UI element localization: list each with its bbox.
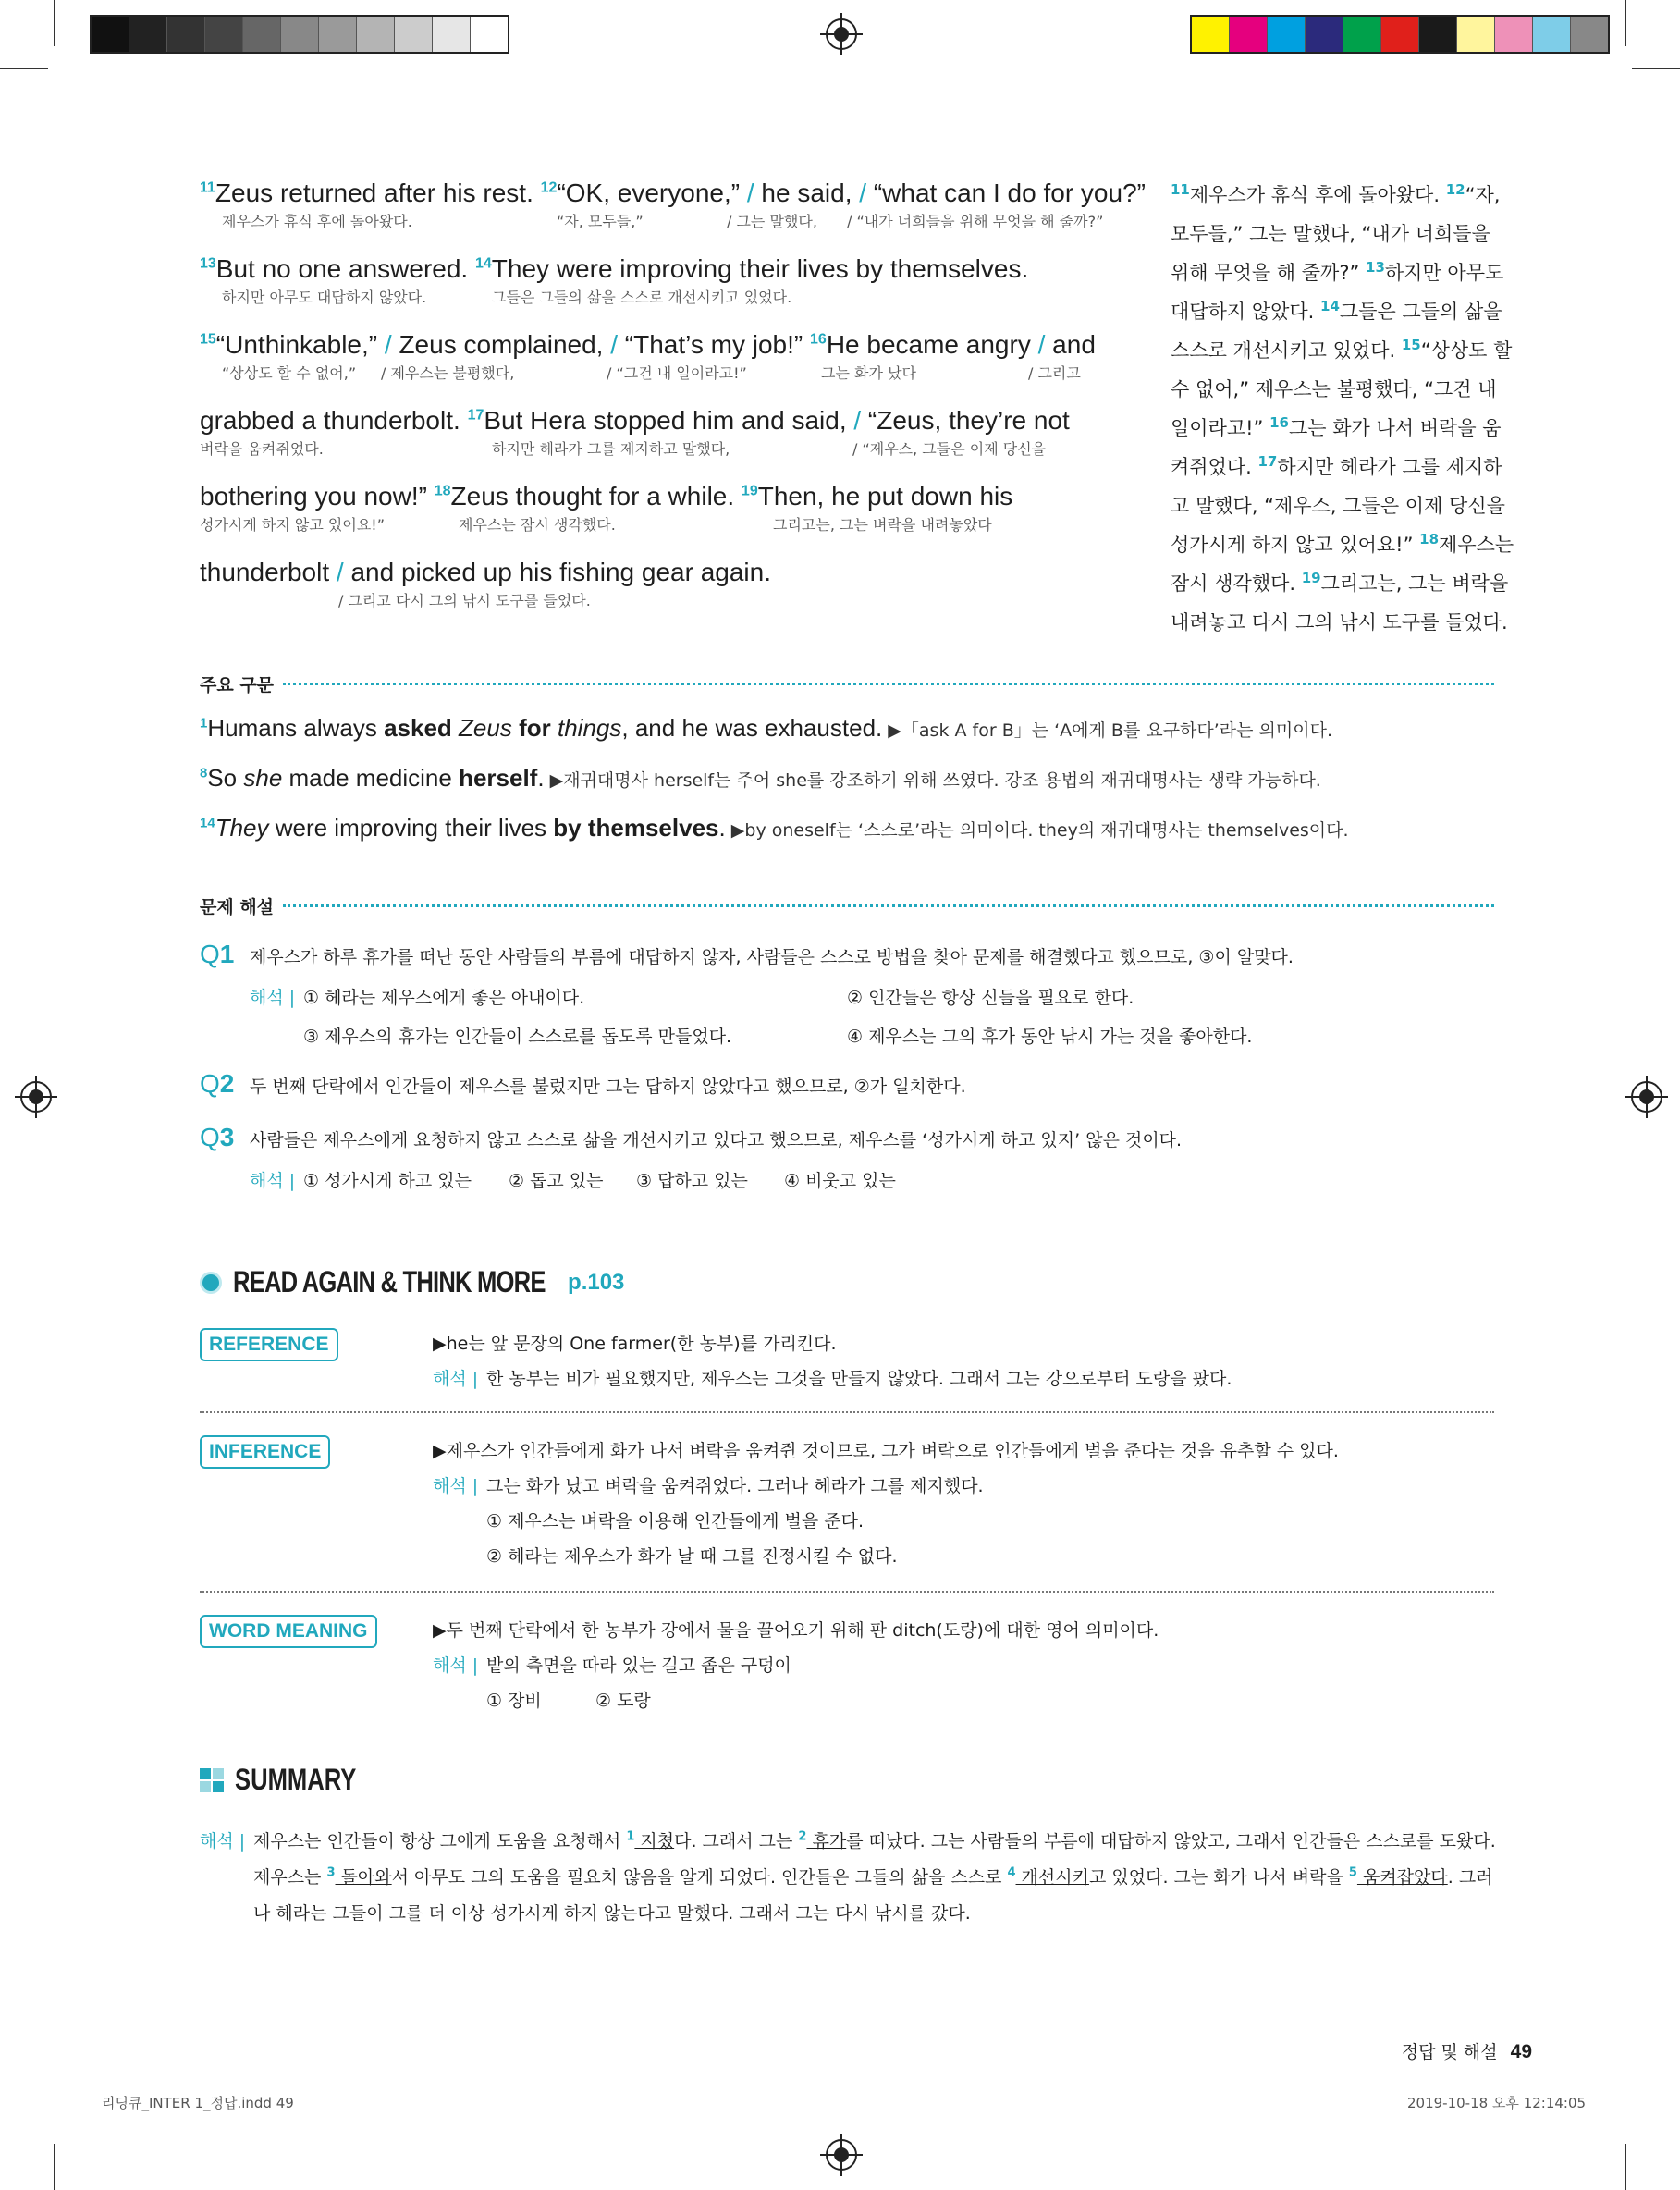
key-structures-title: 주요 구문 xyxy=(200,675,275,695)
blank-number: 1 xyxy=(626,1829,635,1844)
crop-mark xyxy=(1625,2144,1626,2190)
dotted-divider xyxy=(283,683,1494,685)
color-swatch xyxy=(243,17,281,52)
q1-label: Q1 xyxy=(200,940,235,968)
word-meaning-option-1: ① 장비 xyxy=(486,1691,542,1711)
summary-label: 해석 | xyxy=(200,1831,246,1852)
section-divider xyxy=(200,1591,1494,1593)
color-swatch xyxy=(1495,17,1533,52)
sentence-number: 18 xyxy=(1419,531,1440,548)
footer-label: 정답 및 해설 xyxy=(1401,2042,1498,2062)
explanations-heading xyxy=(200,893,1494,918)
translation-sentence: 그들은 그들의 삶을 스스로 개선시키고 있었다. xyxy=(1171,301,1502,362)
english-chunk: “Unthinkable,” xyxy=(215,330,385,359)
korean-chunk: 성가시게 하지 않고 있어요!” xyxy=(200,516,385,534)
color-swatch xyxy=(1533,17,1571,52)
summary-chunk: 고 있었다. 그는 화가 나서 벼락을 xyxy=(1088,1867,1349,1888)
korean-gloss xyxy=(200,211,1146,233)
color-swatch xyxy=(1343,17,1381,52)
color-swatch xyxy=(1381,17,1419,52)
structure-bold: herself xyxy=(459,764,538,792)
page-number: 49 xyxy=(1510,2041,1532,2062)
q3-text: 사람들은 제우스에게 요청하지 않고 스스로 삶을 개선시키고 있다고 했으므로, 제우스를 ‘성가시게 하고 있지’ 않은 것이다. xyxy=(250,1130,1183,1150)
cmyk-color-bar xyxy=(1190,15,1610,54)
summary-header xyxy=(200,1763,386,1797)
structure-text: , and he was exhausted. xyxy=(621,714,883,742)
crop-mark xyxy=(0,68,48,69)
english-sentence xyxy=(200,479,1012,514)
korean-gloss xyxy=(200,514,1012,536)
chunk-slash: / xyxy=(859,178,867,207)
q3-option-3: ③ 답하고 있는 xyxy=(636,1171,748,1191)
page-footer xyxy=(1402,2038,1532,2063)
english-chunk: But no one answered. xyxy=(215,254,475,283)
q3-option-2: ② 돕고 있는 xyxy=(509,1171,604,1191)
structure-text: Humans always xyxy=(207,714,385,742)
sentence-number: 17 xyxy=(1257,453,1278,470)
chunk-slash: / xyxy=(853,406,862,435)
registration-mark-right xyxy=(1631,1081,1662,1113)
color-swatch xyxy=(1306,17,1343,52)
color-swatch xyxy=(433,17,471,52)
english-chunk: “OK, everyone,” xyxy=(557,178,747,207)
english-chunk: “That’s my job!” xyxy=(618,330,811,359)
reading-line xyxy=(200,555,771,612)
blank-answer: 움켜잡았다 xyxy=(1356,1867,1448,1888)
summary-chunk: 제우스는 인간들이 항상 그에게 도움을 요청해서 xyxy=(253,1831,627,1852)
english-chunk: Zeus complained, xyxy=(391,330,611,359)
structure-text: So xyxy=(207,764,244,792)
q1-option-4: ④ 제우스는 그의 휴가 동안 낚시 가는 것을 좋아한다. xyxy=(847,1027,1253,1047)
korean-chunk: “자, 모두들,” xyxy=(557,213,644,230)
color-swatch xyxy=(319,17,357,52)
korean-chunk: 하지만 아무도 대답하지 않았다. xyxy=(222,289,427,306)
structure-bold: asked xyxy=(384,714,452,742)
english-chunk: he said, xyxy=(754,178,860,207)
explanations-title: 문제 해설 xyxy=(200,897,275,917)
q2-text: 두 번째 단락에서 인간들이 제우스를 불렀지만 그는 답하지 않았다고 했으므로, ②가 일치한다. xyxy=(250,1077,966,1097)
structure-text xyxy=(452,714,459,742)
read-again-title: READ AGAIN & THINK MORE xyxy=(233,1265,546,1298)
english-sentence xyxy=(200,327,1096,363)
q2-label: Q2 xyxy=(200,1069,235,1098)
structure-bold: for xyxy=(519,714,551,742)
summary-title: SUMMARY xyxy=(235,1763,357,1796)
color-swatch xyxy=(1571,17,1608,52)
q3-explanation xyxy=(200,1123,1182,1152)
reference-translation-label: 해석 | xyxy=(433,1369,479,1389)
structure-bold: by themselves xyxy=(553,814,719,842)
blank-answer: 휴가 xyxy=(806,1831,847,1852)
q1-explanation xyxy=(200,940,1294,969)
korean-chunk: 그리고는, 그는 벼락을 내려놓았다 xyxy=(773,516,992,534)
structure-number: 14 xyxy=(200,815,215,831)
reading-line xyxy=(200,403,1070,461)
reference-tag: REFERENCE xyxy=(200,1328,338,1361)
chunk-slash: / xyxy=(384,330,392,359)
summary-squares-icon xyxy=(200,1768,224,1792)
english-chunk: He became angry xyxy=(826,330,1038,359)
color-swatch xyxy=(357,17,395,52)
word-meaning-translation-label: 해석 | xyxy=(433,1655,479,1676)
color-swatch xyxy=(1192,17,1230,52)
inference-tag: INFERENCE xyxy=(200,1435,330,1469)
reading-line xyxy=(200,479,1012,536)
inference-option-1: ① 제우스는 벼락을 이용해 인간들에게 벌을 준다. xyxy=(486,1511,865,1532)
bullet-circle-icon xyxy=(200,1272,222,1294)
summary-chunk: 다. 그래서 그는 xyxy=(674,1831,799,1852)
q3-option-1: ① 성가시게 하고 있는 xyxy=(303,1171,472,1191)
translation-sentence: 제우스는 잠시 생각했다. xyxy=(1171,534,1514,595)
chunk-slash: / xyxy=(610,330,619,359)
q3-translation-label: 해석 | xyxy=(250,1171,296,1191)
sentence-number: 13 xyxy=(1366,259,1385,276)
color-swatch xyxy=(1419,17,1457,52)
reading-line xyxy=(200,252,1028,309)
chunk-slash: / xyxy=(746,178,754,207)
sentence-number: 19 xyxy=(741,483,758,499)
sentence-number: 15 xyxy=(200,331,216,348)
dotted-divider xyxy=(283,904,1494,907)
english-chunk: Then, he put down his xyxy=(757,482,1013,511)
translation-sentence: 제우스가 휴식 후에 돌아왔다. xyxy=(1189,184,1446,206)
sentence-number: 12 xyxy=(1445,181,1465,198)
english-chunk: Zeus returned after his rest. xyxy=(215,178,541,207)
korean-chunk: 그는 화가 났다 xyxy=(821,364,916,382)
english-sentence xyxy=(200,403,1070,438)
structure-note: ▶재귀대명사 herself는 주어 she를 강조하기 위해 쓰였다. 강조 용법의 재귀대명사는 생략 가능하다. xyxy=(544,770,1321,791)
word-meaning-definition: 밭의 측면을 따라 있는 길고 좁은 구덩이 xyxy=(486,1655,791,1676)
summary-chunk: . 그러나 헤라는 그들이 그를 더 이상 성가시게 하지 않는다고 말했다. 그래서 그는 다시 낚시를 갔다. xyxy=(253,1867,1493,1924)
english-sentence xyxy=(200,176,1146,211)
word-meaning-note: ▶두 번째 단락에서 한 농부가 강에서 물을 끌어오기 위해 판 ditch(도랑)에 대한 영어 의미이다. xyxy=(433,1620,1159,1641)
q1-option-2: ② 인간들은 항상 신들을 필요로 한다. xyxy=(847,988,1134,1008)
korean-chunk: 하지만 헤라가 그를 제지하고 말했다, xyxy=(492,440,730,458)
sentence-number: 14 xyxy=(475,255,492,272)
sentence-number: 16 xyxy=(810,331,827,348)
translation-sentence: 그는 화가 나서 벼락을 움켜쥐었다. xyxy=(1171,417,1502,478)
q1-option-1: ① 헤라는 제우스에게 좋은 아내이다. xyxy=(303,988,585,1008)
sentence-number: 14 xyxy=(1320,298,1340,314)
blank-number: 4 xyxy=(1007,1865,1016,1880)
english-chunk: “what can I do for you?” xyxy=(866,178,1146,207)
word-meaning-tag: WORD MEANING xyxy=(200,1615,377,1648)
korean-gloss xyxy=(200,438,1070,461)
structure-text: made medicine xyxy=(282,764,460,792)
blank-number: 2 xyxy=(798,1829,807,1844)
summary-chunk: 를 떠났다. 그는 사람들의 부름에 대답하지 않았고, 그래서 인간들은 스스로를 도왔다. 제우스는 xyxy=(253,1831,1496,1888)
structure-italic: They xyxy=(215,814,269,842)
grayscale-color-bar xyxy=(90,15,509,54)
korean-gloss xyxy=(200,363,1096,385)
translation-sentence: 하지만 아무도 대답하지 않았다. xyxy=(1171,262,1504,323)
color-swatch xyxy=(1457,17,1495,52)
color-swatch xyxy=(129,17,167,52)
structure-number: 8 xyxy=(200,765,208,781)
structure-text xyxy=(512,714,519,742)
blank-number: 5 xyxy=(1348,1865,1357,1880)
korean-chunk: / 제우스는 불평했다, xyxy=(381,364,515,382)
color-swatch xyxy=(1268,17,1306,52)
color-swatch xyxy=(205,17,243,52)
english-chunk: thunderbolt xyxy=(200,558,337,586)
crop-mark xyxy=(54,2144,55,2190)
sentence-number: 19 xyxy=(1301,570,1321,586)
color-swatch xyxy=(471,17,508,52)
summary-text xyxy=(253,1824,1503,1932)
inference-option-2: ② 헤라는 제우스가 화가 날 때 그를 진정시킬 수 없다. xyxy=(486,1546,898,1567)
translation-sentence: “자, 모두들,” 그는 말했다, “내가 너희들을 위해 무엇을 해 줄까?” xyxy=(1171,184,1501,284)
korean-gloss xyxy=(200,287,1028,309)
blank-number: 3 xyxy=(326,1865,336,1880)
blank-answer: 돌아와 xyxy=(335,1867,392,1888)
color-swatch xyxy=(395,17,433,52)
english-chunk: grabbed a thunderbolt. xyxy=(200,406,468,435)
korean-chunk: / 그는 말했다, xyxy=(727,213,817,230)
sentence-number: 11 xyxy=(200,179,215,196)
section-divider xyxy=(200,1411,1494,1413)
crop-mark xyxy=(1625,0,1626,46)
sentence-number: 13 xyxy=(200,255,216,272)
sentence-number: 11 xyxy=(1171,181,1190,198)
english-chunk: bothering you now!” xyxy=(200,482,435,511)
korean-chunk: / “내가 너희들을 위해 무엇을 해 줄까?” xyxy=(847,213,1104,230)
korean-chunk: 제우스는 잠시 생각했다. xyxy=(459,516,616,534)
color-swatch xyxy=(1230,17,1268,52)
reference-translation: 한 농부는 비가 필요했지만, 제우스는 그것을 만들지 않았다. 그래서 그는 강으로부터 도랑을 팠다. xyxy=(486,1369,1232,1389)
word-meaning-option-2: ② 도랑 xyxy=(595,1691,651,1711)
english-sentence xyxy=(200,252,1028,287)
structure-note: ▶「ask A for B」는 ‘A에게 B를 요구하다’라는 의미이다. xyxy=(882,720,1333,741)
korean-chunk: / “그건 내 일이라고!” xyxy=(607,364,747,382)
korean-chunk: 벼락을 움켜쥐었다. xyxy=(200,440,324,458)
inference-note: ▶제우스가 인간들에게 화가 나서 벼락을 움켜쥔 것이므로, 그가 벼락으로 인간들에게 벌을 준다는 것을 유추할 수 있다. xyxy=(433,1441,1339,1461)
key-structure-item xyxy=(200,714,1332,743)
english-chunk: But Hera stopped him and said, xyxy=(484,406,854,435)
read-again-page-ref: p.103 xyxy=(568,1269,625,1295)
registration-mark-bottom xyxy=(826,2139,857,2171)
q3-option-4: ④ 비웃고 있는 xyxy=(784,1171,896,1191)
q1-option-3: ③ 제우스의 휴가는 인간들이 스스로를 돕도록 만들었다. xyxy=(303,1027,732,1047)
korean-chunk: / 그리고 다시 그의 낚시 도구를 들었다. xyxy=(338,592,591,609)
blank-answer: 지쳤 xyxy=(634,1831,675,1852)
color-swatch xyxy=(167,17,205,52)
korean-gloss xyxy=(200,590,771,612)
key-structures-heading xyxy=(200,671,1494,696)
structure-italic: she xyxy=(243,764,283,792)
sentence-number: 16 xyxy=(1269,414,1289,431)
korean-chunk: “상상도 할 수 없어,” xyxy=(222,364,357,382)
inference-translation: 그는 화가 났고 벼락을 움켜쥐었다. 그러나 헤라가 그를 제지했다. xyxy=(486,1476,984,1496)
sentence-number: 15 xyxy=(1401,337,1421,353)
inference-translation-label: 해석 | xyxy=(433,1476,479,1496)
english-chunk: and xyxy=(1045,330,1096,359)
crop-mark xyxy=(54,0,55,46)
print-slug-filename: 리딩큐_INTER 1_정답.indd 49 xyxy=(102,2095,294,2111)
structure-note: ▶by oneself는 ‘스스로’라는 의미이다. they의 재귀대명사는 themselves이다. xyxy=(725,820,1349,841)
reading-line xyxy=(200,327,1096,385)
key-structure-item xyxy=(200,764,1321,793)
structure-text: were improving their lives xyxy=(268,814,554,842)
chunk-slash: / xyxy=(336,558,344,586)
structure-text xyxy=(551,714,558,742)
crop-mark xyxy=(1632,68,1680,69)
translation-sentence: 하지만 헤라가 그를 제지하고 말했다, “제우스, 그들은 이제 당신을 성가시게 하지 않고 있어요!” xyxy=(1171,456,1505,556)
structure-text: . xyxy=(537,764,545,792)
structure-text: . xyxy=(718,814,726,842)
q1-text: 제우스가 하루 휴가를 떠난 동안 사람들의 부름에 대답하지 않자, 사람들은 스스로 방법을 찾아 문제를 해결했다고 했으므로, ③이 알맞다. xyxy=(250,947,1294,967)
english-chunk: They were improving their lives by themselves. xyxy=(491,254,1029,283)
structure-italic: things xyxy=(558,714,622,742)
korean-chunk: 그들은 그들의 삶을 스스로 개선시키고 있었다. xyxy=(492,289,792,306)
english-chunk: “Zeus, they’re not xyxy=(861,406,1070,435)
chunk-slash: / xyxy=(1037,330,1046,359)
q1-translation-label: 해석 | xyxy=(250,988,296,1008)
key-structure-item xyxy=(200,814,1349,843)
color-swatch xyxy=(92,17,129,52)
sentence-number: 18 xyxy=(434,483,451,499)
korean-chunk: / “제우스, 그들은 이제 당신을 xyxy=(852,440,1047,458)
full-translation xyxy=(1171,176,1514,642)
summary-chunk: 서 아무도 그의 도움을 필요치 않음을 알게 되었다. 인간들은 그들의 삶을 스스로 xyxy=(391,1867,1008,1888)
korean-chunk: / 그리고 xyxy=(1028,364,1081,382)
english-chunk: Zeus thought for a while. xyxy=(450,482,742,511)
structure-italic: Zeus xyxy=(459,714,512,742)
read-again-header xyxy=(200,1265,624,1299)
reading-line xyxy=(200,176,1146,233)
print-slug-timestamp: 2019-10-18 오후 12:14:05 xyxy=(1407,2095,1587,2111)
registration-mark-top xyxy=(826,18,857,50)
translation-sentence: “상상도 할 수 없어,” 제우스는 불평했다, “그건 내 일이라고!” xyxy=(1171,339,1513,439)
sentence-number: 17 xyxy=(467,407,484,424)
translation-sentence: 그리고는, 그는 벼락을 내려놓고 다시 그의 낚시 도구를 들었다. xyxy=(1171,572,1509,634)
summary-body xyxy=(200,1824,1503,1932)
structure-number: 1 xyxy=(200,715,208,732)
reference-note: ▶he는 앞 문장의 One farmer(한 농부)를 가리킨다. xyxy=(433,1334,837,1354)
blank-answer: 개선시키 xyxy=(1015,1867,1089,1888)
english-chunk: and picked up his fishing gear again. xyxy=(343,558,771,586)
sentence-number: 12 xyxy=(540,179,558,196)
registration-mark-left xyxy=(20,1081,52,1113)
q3-label: Q3 xyxy=(200,1123,235,1151)
q2-explanation xyxy=(200,1069,966,1099)
english-sentence xyxy=(200,555,771,590)
korean-chunk: 제우스가 휴식 후에 돌아왔다. xyxy=(222,213,412,230)
color-swatch xyxy=(281,17,319,52)
